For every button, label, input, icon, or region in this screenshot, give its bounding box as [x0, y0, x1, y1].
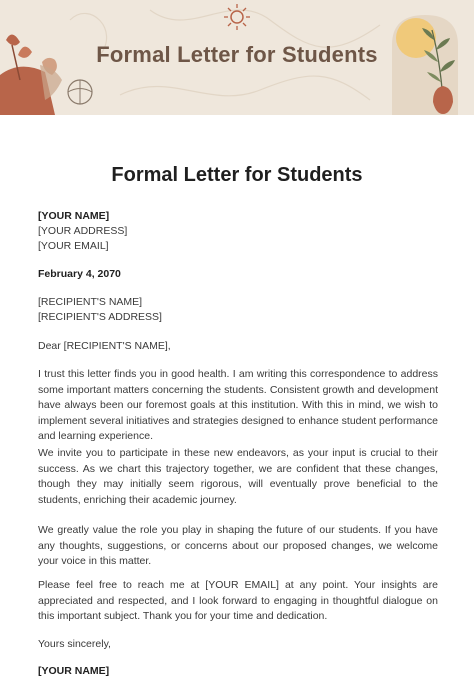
- recipient-address: [RECIPIENT'S ADDRESS]: [38, 311, 162, 323]
- letter-date: February 4, 2070: [38, 268, 121, 280]
- signature-name: [YOUR NAME]: [38, 665, 110, 677]
- body-paragraph: Please feel free to reach me at [YOUR EMAIL] at any point. Your insights are appreciated and respected, and I look forward to engaging in thoughtful dialogue on this important subject. Thank you for your time and dedication.: [38, 579, 438, 622]
- sender-name: [YOUR NAME]: [38, 210, 110, 222]
- sender-email: [YOUR EMAIL]: [38, 240, 109, 252]
- banner-title: Formal Letter for Students: [96, 42, 378, 67]
- document-title: Formal Letter for Students: [111, 164, 363, 186]
- recipient-name: [RECIPIENT'S NAME]: [38, 296, 143, 308]
- body-paragraph: We greatly value the role you play in shaping the future of our students. If you have any thoughts, suggestions, or concerns about our proposed changes, we welcome your voice in this matter.: [38, 524, 438, 567]
- salutation: Dear [RECIPIENT'S NAME],: [38, 340, 171, 352]
- sun-icon: [224, 4, 250, 30]
- body-paragraph: I trust this letter finds you in good health. I am writing this correspondence to address some important matters concerning the students. Consistent growth and development have always been our foremost goals at this institution. With this in mind, we wish to implement several initiatives and strategies designed to enhance student performance and learning experience.: [38, 368, 438, 442]
- body-paragraph: We invite you to participate in these new endeavors, as your input is crucial to their success. As we chart this trajectory together, we are confident that these changes, though they may initially seem rigorous, will eventually prove beneficial to the students, enriching their academic journey.: [38, 447, 438, 506]
- header-banner: [0, 0, 474, 115]
- closing: Yours sincerely,: [38, 638, 111, 650]
- sender-address: [YOUR ADDRESS]: [38, 225, 128, 237]
